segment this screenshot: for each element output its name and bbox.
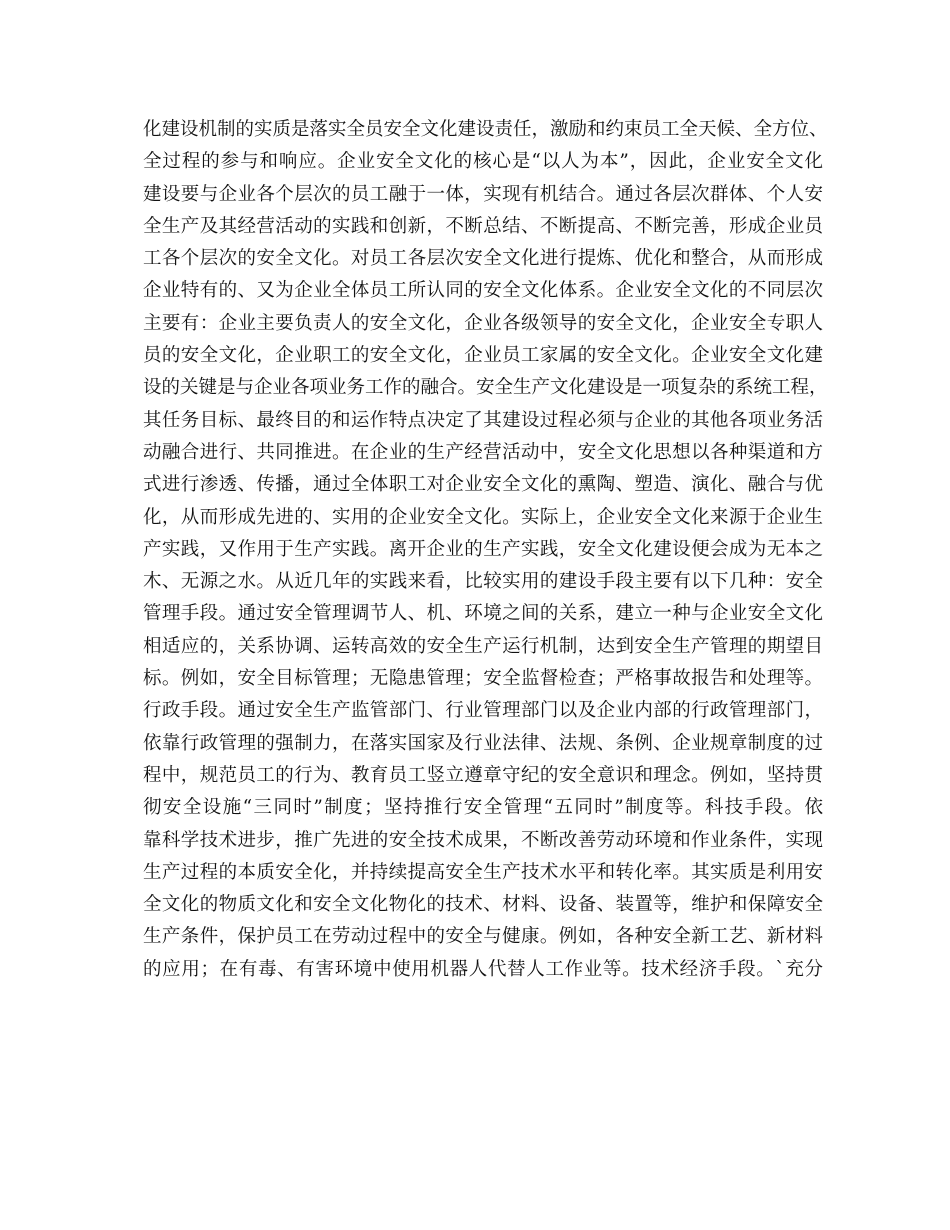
text-line: 依靠行政管理的强制力，在落实国家及行业法律、法规、条例、企业规章制度的过 (143, 732, 823, 754)
text-line: 其任务目标、最终目的和运作特点决定了其建设过程必须与企业的其他各项业务活 (143, 409, 823, 431)
text-line: 全文化的物质文化和安全文化物化的技术、材料、设备、装置等，维护和保障安全 (143, 894, 823, 916)
text-line: 靠科学技术进步，推广先进的安全技术成果，不断改善劳动环境和作业条件，实现 (143, 829, 823, 851)
text-line: 管理手段。通过安全管理调节人、机、环境之间的关系，建立一种与企业安全文化 (143, 603, 823, 625)
text-line: 行政手段。通过安全生产监管部门、行业管理部门以及企业内部的行政管理部门， (143, 700, 823, 722)
text-line: 设的关键是与企业各项业务工作的融合。安全生产文化建设是一项复杂的系统工程， (143, 377, 828, 399)
text-line: 主要有：企业主要负责人的安全文化，企业各级领导的安全文化，企业安全专职人 (143, 312, 823, 334)
text-line: 建设要与企业各个层次的员工融于一体，实现有机结合。通过各层次群体、个人安 (143, 183, 823, 205)
text-line: 全生产及其经营活动的实践和创新，不断总结、不断提高、不断完善，形成企业员 (143, 215, 823, 237)
text-line: 的应用；在有毒、有害环境中使用机器人代替人工作业等。技术经济手段。`充分 (143, 958, 823, 980)
text-line: 式进行渗透、传播，通过全体职工对企业安全文化的熏陶、塑造、演化、融合与优 (143, 474, 823, 496)
text-line: 相适应的，关系协调、运转高效的安全生产运行机制，达到安全生产管理的期望目 (143, 635, 823, 657)
text-line: 全过程的参与和响应。企业安全文化的核心是“以人为本”，因此，企业安全文化 (143, 151, 823, 173)
text-line: 生产条件，保护员工在劳动过程中的安全与健康。例如，各种安全新工艺、新材料 (143, 926, 823, 948)
text-line: 工各个层次的安全文化。对员工各层次安全文化进行提炼、优化和整合，从而形成 (143, 248, 823, 270)
text-line: 生产过程的本质安全化，并持续提高安全生产技术水平和转化率。其实质是利用安 (143, 861, 823, 883)
text-line: 化，从而形成先进的、实用的企业安全文化。实际上，企业安全文化来源于企业生 (143, 506, 823, 528)
text-line: 木、无源之水。从近几年的实践来看，比较实用的建设手段主要有以下几种：安全 (143, 571, 823, 593)
text-line: 员的安全文化，企业职工的安全文化，企业员工家属的安全文化。企业安全文化建 (143, 345, 823, 367)
text-line: 化建设机制的实质是落实全员安全文化建设责任，激励和约束员工全天候、全方位、 (143, 119, 828, 140)
text-line: 彻安全设施“三同时”制度；坚持推行安全管理“五同时”制度等。科技手段。依 (143, 797, 823, 819)
text-line: 标。例如，安全目标管理；无隐患管理；安全监督检查；严格事故报告和处理等。 (143, 668, 823, 690)
text-line: 动融合进行、共同推进。在企业的生产经营活动中，安全文化思想以各种渠道和方 (143, 441, 823, 463)
text-line: 企业特有的、又为企业全体员工所认同的安全文化体系。企业安全文化的不同层次 (143, 280, 823, 302)
text-line: 产实践，又作用于生产实践。离开企业的生产实践，安全文化建设便会成为无本之 (143, 538, 823, 560)
text-line: 程中，规范员工的行为、教育员工竖立遵章守纪的安全意识和理念。例如，坚持贯 (143, 764, 823, 786)
body-paragraph (143, 114, 828, 986)
